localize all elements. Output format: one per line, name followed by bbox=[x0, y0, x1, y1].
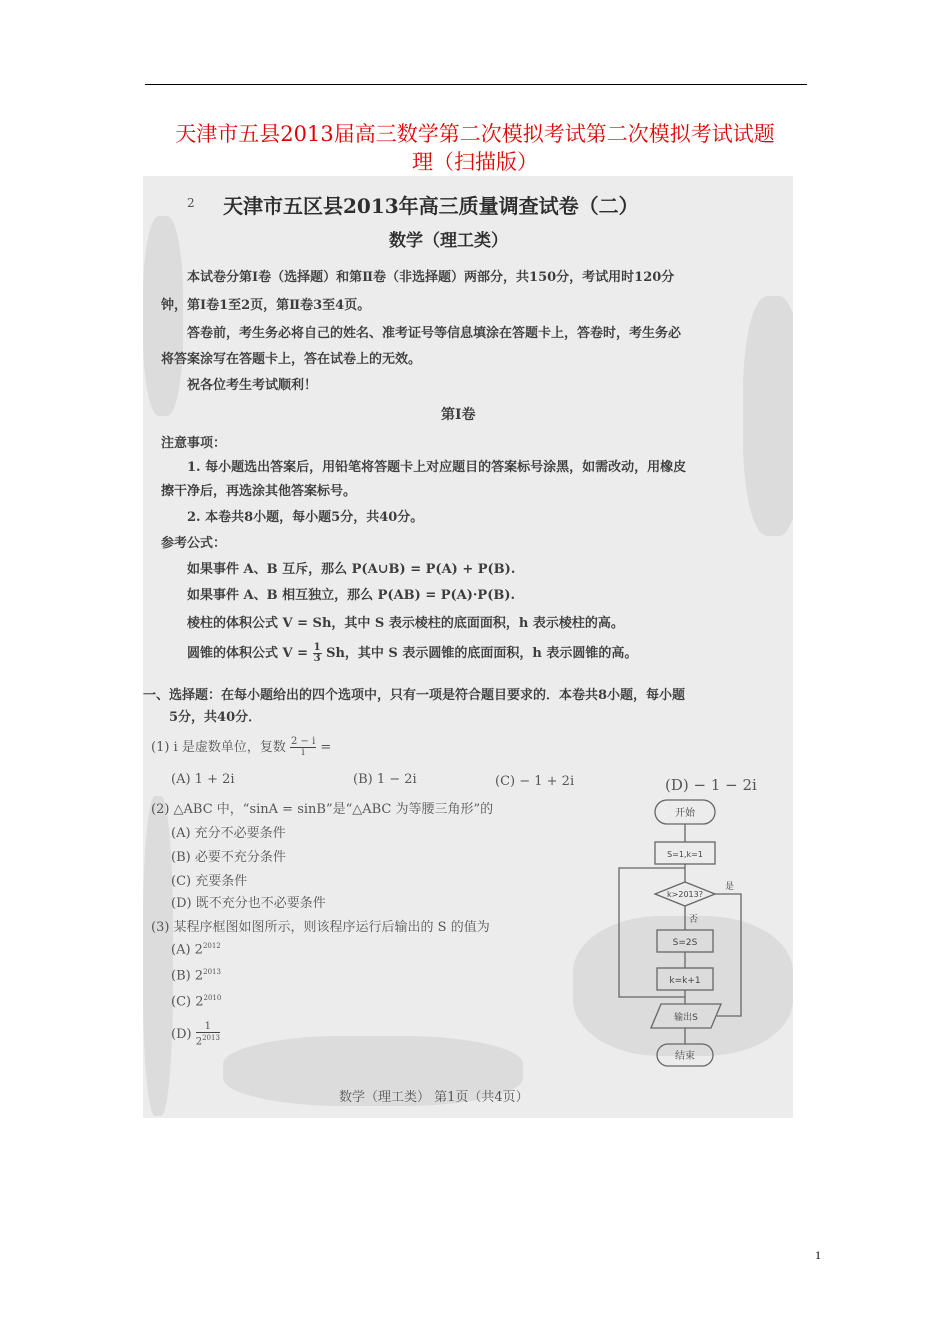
scan-footer: 数学（理工类） 第1页（共4页） bbox=[339, 1090, 529, 1105]
document-title-line1: 天津市五县2013届高三数学第二次模拟考试第二次模拟考试试题 bbox=[175, 122, 775, 146]
q1-option-d: (D) − 1 − 2i bbox=[665, 776, 757, 794]
q3-option-a bbox=[171, 942, 221, 957]
flow-start-label: 开始 bbox=[675, 808, 695, 819]
intro-line: 本试卷分第Ⅰ卷（选择题）和第Ⅱ卷（非选择题）两部分，共150分，考试用时120分 bbox=[187, 270, 675, 285]
q3-d-den bbox=[196, 1033, 220, 1047]
flow-end-label: 结束 bbox=[675, 1051, 695, 1062]
q3-d-den-exp: 2013 bbox=[202, 1034, 220, 1042]
part-title: 第Ⅰ卷 bbox=[441, 407, 476, 423]
notes-title: 注意事项： bbox=[161, 436, 227, 451]
flow-step2-label: k=k+1 bbox=[669, 976, 701, 986]
flow-condition-label: k>2013? bbox=[667, 890, 703, 899]
flow-output-label: 输出S bbox=[674, 1013, 698, 1023]
q3-option-b bbox=[171, 968, 221, 983]
exam-heading: 天津市五区县2013年高三质量调查试卷（二） bbox=[223, 194, 639, 218]
q3-d-num: 1 bbox=[196, 1022, 220, 1033]
q3-c-base: (C) 2 bbox=[171, 994, 204, 1010]
cone-fraction-den: 3 bbox=[313, 653, 321, 664]
document-title bbox=[130, 120, 820, 176]
cone-fraction bbox=[313, 643, 322, 664]
q2-stem: (2) △ABC 中，“sinA = sinB”是“△ABC 为等腰三角形”的 bbox=[151, 802, 494, 817]
q3-d-den-base: 2 bbox=[195, 1036, 203, 1048]
q3-option-d bbox=[171, 1022, 220, 1047]
flow-step1-label: S=2S bbox=[672, 938, 698, 948]
flowchart bbox=[613, 798, 773, 1068]
q3-option-c bbox=[171, 994, 221, 1009]
intro-line: 答卷前，考生务必将自己的姓名、准考证号等信息填涂在答题卡上，答卷时，考生务必 bbox=[187, 326, 682, 341]
formula-line: 如果事件 A、B 互斥，那么 P(A∪B) = P(A) + P(B). bbox=[187, 562, 516, 577]
section-line: 一、选择题：在每小题给出的四个选项中，只有一项是符合题目要求的．本卷共8小题，每小题 bbox=[143, 688, 686, 703]
q1-option-c: (C) − 1 + 2i bbox=[495, 774, 575, 789]
note-line: 擦干净后，再选涂其他答案标号。 bbox=[161, 484, 357, 499]
cone-formula-b: Sh，其中 S 表示圆锥的底面面积，h 表示圆锥的高。 bbox=[326, 646, 638, 661]
intro-line: 将答案涂写在答题卡上，答在试卷上的无效。 bbox=[161, 352, 422, 367]
intro-line: 祝各位考生考试顺利！ bbox=[187, 378, 318, 393]
q1-fraction bbox=[290, 737, 316, 758]
q3-c-exp: 2010 bbox=[203, 994, 222, 1002]
q3-a-exp: 2012 bbox=[202, 942, 221, 950]
formula-line-cone bbox=[187, 642, 637, 664]
scan-noise bbox=[743, 296, 793, 536]
note-line: 2. 本卷共8小题，每小题5分，共40分。 bbox=[187, 510, 424, 525]
q1-stem: (1) i 是虚数单位，复数 bbox=[151, 740, 286, 755]
q2-option-a: (A) 充分不必要条件 bbox=[171, 826, 286, 841]
scan-mark: 2 bbox=[187, 196, 195, 210]
q3-b-exp: 2013 bbox=[203, 968, 221, 976]
question-1 bbox=[151, 736, 331, 758]
q1-tail: = bbox=[320, 740, 332, 755]
q1-option-b: (B) 1 − 2i bbox=[353, 772, 417, 787]
q3-d-label: (D) bbox=[171, 1027, 192, 1043]
q2-option-c: (C) 充要条件 bbox=[171, 874, 248, 889]
q2-option-b: (B) 必要不充分条件 bbox=[171, 850, 286, 865]
flow-init-label: S=1,k=1 bbox=[667, 850, 703, 859]
q3-b-base: (B) 2 bbox=[171, 968, 204, 984]
header-rule bbox=[145, 84, 807, 85]
section-line: 5分，共40分． bbox=[169, 710, 262, 725]
q3-stem: (3) 某程序框图如图所示，则该程序运行后输出的 S 的值为 bbox=[151, 920, 490, 935]
page-number: 1 bbox=[815, 1248, 821, 1262]
intro-line: 钟，第Ⅰ卷1至2页，第Ⅱ卷3至4页。 bbox=[161, 298, 371, 313]
document-title-line2: 理（扫描版） bbox=[412, 150, 538, 174]
flow-no-label: 否 bbox=[689, 915, 699, 925]
cone-fraction-num: 1 bbox=[313, 642, 321, 653]
scan-noise bbox=[143, 216, 183, 416]
q1-option-a: (A) 1 + 2i bbox=[171, 772, 235, 787]
formula-line: 棱柱的体积公式 V = Sh，其中 S 表示棱柱的底面面积，h 表示棱柱的高。 bbox=[187, 616, 624, 631]
q3-d-fraction bbox=[196, 1022, 220, 1047]
formulas-title: 参考公式： bbox=[161, 536, 227, 551]
flow-yes-label: 是 bbox=[725, 882, 735, 892]
formula-line: 如果事件 A、B 相互独立，那么 P(AB) = P(A)·P(B). bbox=[187, 588, 516, 603]
scan-noise bbox=[143, 796, 173, 1116]
scanned-exam-page bbox=[143, 176, 793, 1118]
q1-fraction-den: i bbox=[301, 747, 305, 758]
note-line: 1. 每小题选出答案后，用铅笔将答题卡上对应题目的答案标号涂黑，如需改动，用橡皮 bbox=[187, 460, 687, 475]
q1-fraction-num: 2 − i bbox=[290, 736, 316, 747]
cone-formula-a: 圆锥的体积公式 V = bbox=[187, 646, 309, 661]
exam-subject: 数学（理工类） bbox=[389, 231, 508, 251]
q2-option-d: (D) 既不充分也不必要条件 bbox=[171, 896, 326, 911]
q3-a-base: (A) 2 bbox=[171, 942, 203, 958]
